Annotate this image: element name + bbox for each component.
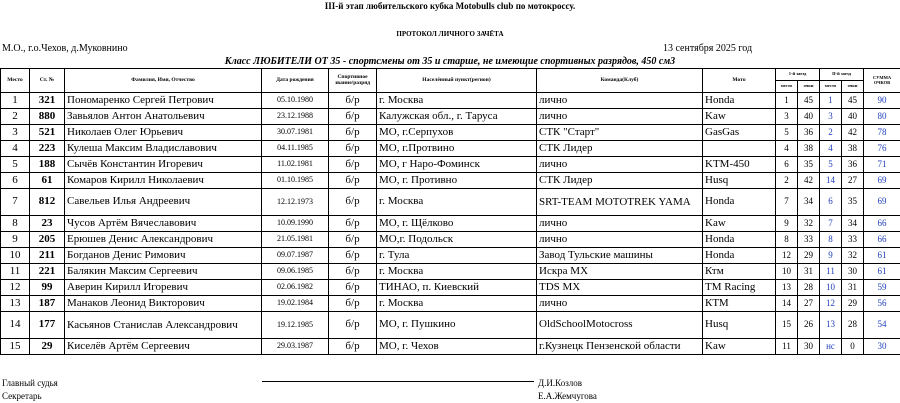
cell-birth: 02.06.1982: [262, 280, 329, 296]
cell-race1-points: 34: [798, 189, 820, 216]
cell-race2-points: 33: [842, 232, 864, 248]
cell-race2-points: 35: [842, 189, 864, 216]
cell-name: Ерюшев Денис Александрович: [65, 232, 262, 248]
cell-city: Калужская обл., г. Таруса: [377, 109, 537, 125]
cell-total: 61: [864, 248, 900, 264]
cell-rank: б/р: [329, 173, 377, 189]
cell-city: МО, г. Пушкино: [377, 312, 537, 339]
cell-race1-points: 33: [798, 232, 820, 248]
header-race-1-place: место: [776, 81, 798, 93]
cell-total: 30: [864, 339, 900, 355]
table-row: [1, 93, 900, 109]
cell-team: лично: [537, 109, 703, 125]
cell-race1-place: 14: [776, 296, 798, 312]
cell-place: 4: [1, 141, 30, 157]
cell-city: г. Тула: [377, 248, 537, 264]
cell-race2-place: 3: [820, 109, 842, 125]
table-row: [1, 157, 900, 173]
table-row: [1, 173, 900, 189]
cell-name: Манаков Леонид Викторович: [65, 296, 262, 312]
cell-place: 3: [1, 125, 30, 141]
cell-birth: 29.03.1987: [262, 339, 329, 355]
cell-moto: Kaw: [703, 216, 776, 232]
cell-total: 66: [864, 232, 900, 248]
header-race-1: 1-й заезд: [776, 69, 820, 81]
cell-team: лично: [537, 296, 703, 312]
cell-team: Искра МХ: [537, 264, 703, 280]
cell-race1-place: 6: [776, 157, 798, 173]
cell-rank: б/р: [329, 232, 377, 248]
cell-start-number: 61: [30, 173, 65, 189]
cell-team: TDS MX: [537, 280, 703, 296]
cell-place: 7: [1, 189, 30, 216]
cell-name: Комаров Кирилл Николаевич: [65, 173, 262, 189]
cell-rank: б/р: [329, 93, 377, 109]
cell-moto: Kaw: [703, 339, 776, 355]
cell-birth: 12.12.1973: [262, 189, 329, 216]
cell-race2-points: 36: [842, 157, 864, 173]
cell-race2-place: 5: [820, 157, 842, 173]
table-row: [1, 248, 900, 264]
cell-race2-place: нс: [820, 339, 842, 355]
cell-name: Балякин Максим Сергеевич: [65, 264, 262, 280]
cell-city: г. Москва: [377, 264, 537, 280]
cell-race2-points: 27: [842, 173, 864, 189]
cell-place: 15: [1, 339, 30, 355]
cell-rank: б/р: [329, 157, 377, 173]
cell-race2-points: 34: [842, 216, 864, 232]
cell-city: МО, г. Чехов: [377, 339, 537, 355]
cell-race2-points: 32: [842, 248, 864, 264]
cell-team: OldSchoolMotocross: [537, 312, 703, 339]
cell-start-number: 188: [30, 157, 65, 173]
header-race-2-place: место: [820, 81, 842, 93]
cell-moto: [703, 141, 776, 157]
cell-city: г. Москва: [377, 93, 537, 109]
cell-name: Савельев Илья Андреевич: [65, 189, 262, 216]
cell-race1-place: 8: [776, 232, 798, 248]
class-description: Класс ЛЮБИТЕЛИ ОТ 35 - спортсмены от 35 и старше, не имеющие спортивных разрядов, 450 см3: [224, 56, 676, 67]
cell-rank: б/р: [329, 248, 377, 264]
event-location: М.О., г.о.Чехов, д.Муковнино: [2, 43, 128, 54]
cell-race1-points: 29: [798, 248, 820, 264]
cell-moto: Honda: [703, 248, 776, 264]
cell-rank: б/р: [329, 189, 377, 216]
table-row: [1, 216, 900, 232]
cell-birth: 19.12.1985: [262, 312, 329, 339]
signature-line: [262, 381, 534, 382]
cell-race1-place: 10: [776, 264, 798, 280]
cell-total: 56: [864, 296, 900, 312]
cell-place: 6: [1, 173, 30, 189]
cell-total: 71: [864, 157, 900, 173]
cell-race2-place: 7: [820, 216, 842, 232]
cell-race2-points: 42: [842, 125, 864, 141]
chief-judge-name: Д.И.Козлов: [538, 378, 582, 388]
cell-team: SRT-TEAM MOTOTREK YAMA: [537, 189, 703, 216]
table-row: [1, 339, 900, 355]
header-moto: Мото: [703, 69, 776, 93]
cell-race1-place: 4: [776, 141, 798, 157]
cell-birth: 05.10.1980: [262, 93, 329, 109]
cell-birth: 09.07.1987: [262, 248, 329, 264]
cell-start-number: 211: [30, 248, 65, 264]
cell-place: 8: [1, 216, 30, 232]
table-row: [1, 264, 900, 280]
cell-moto: TM Racing: [703, 280, 776, 296]
cell-race1-points: 26: [798, 312, 820, 339]
secretary-label: Секретарь: [2, 391, 42, 401]
chief-judge-label: Главный судья: [2, 378, 58, 388]
cell-race1-points: 35: [798, 157, 820, 173]
cell-team: СТК Лидер: [537, 141, 703, 157]
cell-start-number: 321: [30, 93, 65, 109]
cell-city: МО, г. Противно: [377, 173, 537, 189]
cell-race1-place: 1: [776, 93, 798, 109]
table-body: [1, 93, 900, 355]
cell-rank: б/р: [329, 216, 377, 232]
cell-start-number: 29: [30, 339, 65, 355]
cell-rank: б/р: [329, 312, 377, 339]
cell-birth: 11.02.1981: [262, 157, 329, 173]
cell-race2-place: 13: [820, 312, 842, 339]
cell-race2-place: 9: [820, 248, 842, 264]
cell-name: Пономаренко Сергей Петрович: [65, 93, 262, 109]
cell-race2-points: 0: [842, 339, 864, 355]
cell-moto: Honda: [703, 232, 776, 248]
cell-city: г. Москва: [377, 189, 537, 216]
header-race-2-points: очки: [842, 81, 864, 93]
cell-race1-points: 27: [798, 296, 820, 312]
cell-race2-place: 2: [820, 125, 842, 141]
cell-name: Касьянов Станислав Александрович: [65, 312, 262, 339]
cell-start-number: 221: [30, 264, 65, 280]
cell-moto: Husq: [703, 312, 776, 339]
cell-birth: 19.02.1984: [262, 296, 329, 312]
cell-name: Сычёв Константин Игоревич: [65, 157, 262, 173]
cell-start-number: 23: [30, 216, 65, 232]
cell-race1-points: 28: [798, 280, 820, 296]
cell-birth: 21.05.1981: [262, 232, 329, 248]
cell-team: г.Кузнецк Пензенской области: [537, 339, 703, 355]
cell-race2-place: 10: [820, 280, 842, 296]
cell-birth: 04.11.1985: [262, 141, 329, 157]
cell-team: лично: [537, 232, 703, 248]
header-place: Место: [1, 69, 30, 93]
cell-race1-points: 40: [798, 109, 820, 125]
cell-total: 66: [864, 216, 900, 232]
cell-rank: б/р: [329, 109, 377, 125]
cell-place: 13: [1, 296, 30, 312]
cell-total: 69: [864, 189, 900, 216]
header-race-2: II-й заезд: [820, 69, 864, 81]
cell-rank: б/р: [329, 339, 377, 355]
cell-name: Кулеша Максим Владиславович: [65, 141, 262, 157]
cell-race1-points: 42: [798, 173, 820, 189]
cell-total: 54: [864, 312, 900, 339]
cell-start-number: 99: [30, 280, 65, 296]
cell-birth: 01.10.1985: [262, 173, 329, 189]
cell-race1-place: 12: [776, 248, 798, 264]
cell-race2-place: 11: [820, 264, 842, 280]
results-table: [0, 68, 900, 355]
cell-race2-place: 8: [820, 232, 842, 248]
cell-rank: б/р: [329, 296, 377, 312]
cell-place: 12: [1, 280, 30, 296]
table-row: [1, 280, 900, 296]
cell-race1-place: 5: [776, 125, 798, 141]
cell-name: Киселёв Артём Сергеевич: [65, 339, 262, 355]
secretary-name: Е.А.Жемчугова: [538, 391, 597, 401]
cell-start-number: 521: [30, 125, 65, 141]
cell-race2-place: 6: [820, 189, 842, 216]
cell-start-number: 187: [30, 296, 65, 312]
cell-race2-points: 38: [842, 141, 864, 157]
cell-city: МО,г. Подольск: [377, 232, 537, 248]
cell-birth: 10.09.1990: [262, 216, 329, 232]
cell-race2-place: 1: [820, 93, 842, 109]
cell-moto: КТМ: [703, 296, 776, 312]
cell-moto: KTM-450: [703, 157, 776, 173]
cell-race2-points: 45: [842, 93, 864, 109]
cell-moto: Husq: [703, 173, 776, 189]
cell-total: 80: [864, 109, 900, 125]
table-row: [1, 296, 900, 312]
cell-race1-points: 38: [798, 141, 820, 157]
cell-total: 76: [864, 141, 900, 157]
cell-total: 69: [864, 173, 900, 189]
cell-city: МО, г.Серпухов: [377, 125, 537, 141]
header-rank: Спортивное звание/разряд: [329, 69, 377, 93]
cell-race1-place: 15: [776, 312, 798, 339]
header-birth-date: Дата рождения: [262, 69, 329, 93]
cell-race2-points: 29: [842, 296, 864, 312]
table-row: [1, 189, 900, 216]
cell-moto: GasGas: [703, 125, 776, 141]
cell-race1-place: 13: [776, 280, 798, 296]
cell-start-number: 205: [30, 232, 65, 248]
table-row: [1, 232, 900, 248]
cell-total: 59: [864, 280, 900, 296]
cell-start-number: 880: [30, 109, 65, 125]
cell-race2-points: 31: [842, 280, 864, 296]
cell-city: ТИНАО, п. Киевский: [377, 280, 537, 296]
cell-place: 11: [1, 264, 30, 280]
cell-moto: Kaw: [703, 109, 776, 125]
table-row: [1, 125, 900, 141]
cell-birth: 30.07.1981: [262, 125, 329, 141]
cell-birth: 09.06.1985: [262, 264, 329, 280]
header-start-number: Ст. №: [30, 69, 65, 93]
cell-rank: б/р: [329, 125, 377, 141]
cell-start-number: 223: [30, 141, 65, 157]
protocol-heading: ПРОТОКОЛ ЛИЧНОГО ЗАЧЁТА: [396, 30, 504, 38]
cell-name: Завьялов Антон Анатольевич: [65, 109, 262, 125]
cell-race1-points: 36: [798, 125, 820, 141]
cell-rank: б/р: [329, 141, 377, 157]
cell-total: 90: [864, 93, 900, 109]
cell-rank: б/р: [329, 264, 377, 280]
cell-place: 2: [1, 109, 30, 125]
cell-race1-points: 45: [798, 93, 820, 109]
cell-race1-points: 32: [798, 216, 820, 232]
cell-team: Завод Тульские машины: [537, 248, 703, 264]
cell-city: МО, г.Протвино: [377, 141, 537, 157]
table-row: [1, 109, 900, 125]
cell-start-number: 812: [30, 189, 65, 216]
cell-team: СТК "Старт": [537, 125, 703, 141]
cell-team: лично: [537, 157, 703, 173]
cell-race2-place: 14: [820, 173, 842, 189]
header-city: Населённый пункт(регион): [377, 69, 537, 93]
cell-team: лично: [537, 93, 703, 109]
document-title: III-й этап любительского кубка Motobulls club по мотокроссу.: [324, 1, 576, 11]
cell-start-number: 177: [30, 312, 65, 339]
cell-place: 1: [1, 93, 30, 109]
cell-total: 61: [864, 264, 900, 280]
cell-race1-points: 30: [798, 339, 820, 355]
cell-race1-place: 11: [776, 339, 798, 355]
cell-place: 10: [1, 248, 30, 264]
cell-city: МО, г Наро-Фоминск: [377, 157, 537, 173]
cell-city: МО, г. Щёлково: [377, 216, 537, 232]
header-race-1-points: очки: [798, 81, 820, 93]
header-full-name: Фамилия, Имя, Отчество: [65, 69, 262, 93]
cell-race1-place: 9: [776, 216, 798, 232]
header-total-points: СУММА ОЧКОВ: [864, 69, 900, 93]
table-row: [1, 141, 900, 157]
cell-race1-place: 2: [776, 173, 798, 189]
cell-team: лично: [537, 216, 703, 232]
cell-team: СТК Лидер: [537, 173, 703, 189]
cell-race1-points: 31: [798, 264, 820, 280]
cell-city: г. Москва: [377, 296, 537, 312]
cell-moto: Honda: [703, 93, 776, 109]
cell-name: Богданов Денис Римович: [65, 248, 262, 264]
cell-race2-place: 12: [820, 296, 842, 312]
cell-name: Николаев Олег Юрьевич: [65, 125, 262, 141]
cell-race2-points: 40: [842, 109, 864, 125]
cell-race2-points: 28: [842, 312, 864, 339]
event-date: 13 сентября 2025 год: [663, 43, 753, 54]
cell-place: 5: [1, 157, 30, 173]
cell-name: Чусов Артём Вячеславович: [65, 216, 262, 232]
header-team: Команда(Клуб): [537, 69, 703, 93]
cell-race1-place: 7: [776, 189, 798, 216]
table-header: [1, 69, 900, 93]
cell-race1-place: 3: [776, 109, 798, 125]
cell-race2-place: 4: [820, 141, 842, 157]
cell-name: Аверин Кирилл Игоревич: [65, 280, 262, 296]
cell-moto: Honda: [703, 189, 776, 216]
table-row: [1, 312, 900, 339]
cell-rank: б/р: [329, 280, 377, 296]
cell-race2-points: 30: [842, 264, 864, 280]
cell-total: 78: [864, 125, 900, 141]
cell-moto: Ктм: [703, 264, 776, 280]
cell-place: 9: [1, 232, 30, 248]
cell-place: 14: [1, 312, 30, 339]
cell-birth: 23.12.1988: [262, 109, 329, 125]
